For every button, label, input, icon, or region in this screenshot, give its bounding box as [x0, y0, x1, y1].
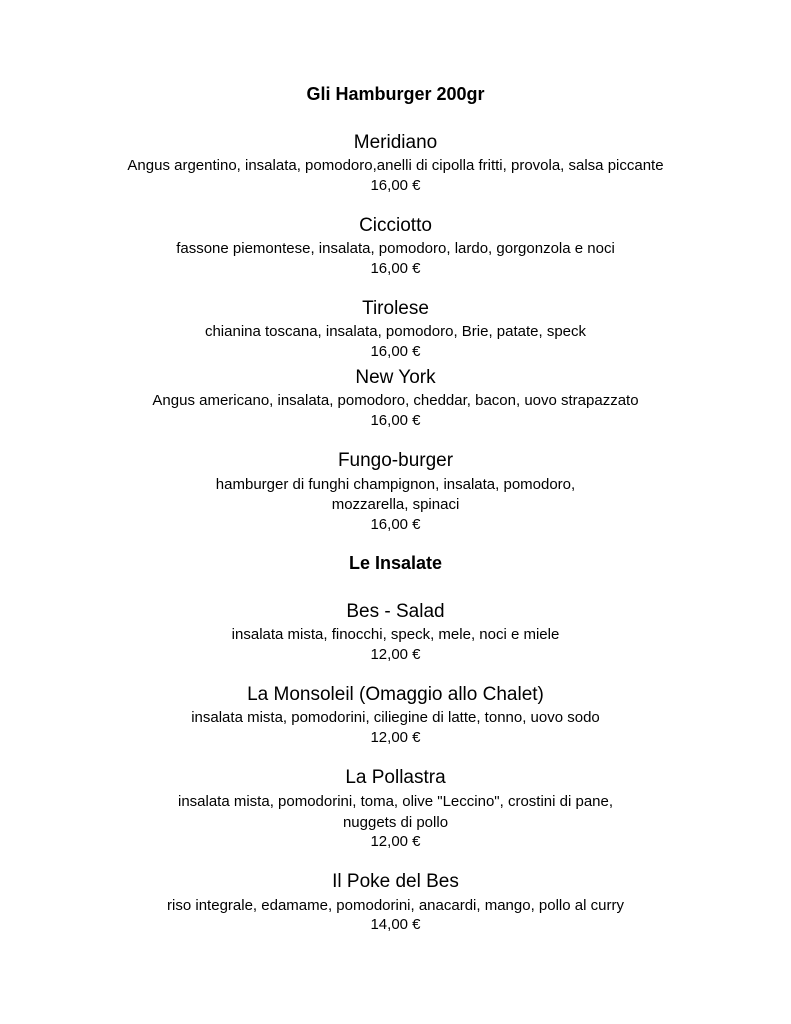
item-name-bes-salad: Bes - Salad	[346, 601, 445, 622]
item-name-la-pollastra: La Pollastra	[345, 767, 446, 788]
item-description-la-pollastra-line-2: nuggets di pollo	[342, 814, 449, 831]
item-price-meridiano: 16,00 €	[370, 177, 421, 194]
item-description-bes-salad: insalata mista, finocchi, speck, mele, noci e miele	[231, 626, 560, 643]
item-description-meridiano: Angus argentino, insalata, pomodoro,anelli di cipolla fritti, provola, salsa piccante	[127, 157, 664, 174]
item-price-cicciotto: 16,00 €	[370, 260, 421, 277]
section-title-insalate: Le Insalate	[348, 553, 443, 573]
item-price-la-monsoleil: 12,00 €	[370, 729, 421, 746]
item-name-la-monsoleil: La Monsoleil (Omaggio allo Chalet)	[247, 684, 544, 705]
item-name-tirolese: Tirolese	[362, 298, 429, 319]
item-description-la-pollastra-line-1: insalata mista, pomodorini, toma, olive "Leccino", crostini di pane,	[177, 793, 614, 810]
item-description-il-poke-del-bes: riso integrale, edamame, pomodorini, anacardi, mango, pollo al curry	[167, 897, 624, 914]
item-price-fungo-burger: 16,00 €	[370, 516, 421, 533]
item-price-tirolese: 16,00 €	[370, 343, 421, 360]
item-price-bes-salad: 12,00 €	[370, 646, 421, 663]
item-name-new-york: New York	[355, 367, 436, 388]
item-name-il-poke-del-bes: Il Poke del Bes	[332, 871, 459, 892]
item-description-fungo-burger-line-2: mozzarella, spinaci	[331, 496, 460, 513]
section-title-hamburger: Gli Hamburger 200gr	[306, 84, 485, 104]
item-name-cicciotto: Cicciotto	[359, 215, 432, 236]
item-name-meridiano: Meridiano	[353, 132, 438, 153]
item-description-fungo-burger-line-1: hamburger di funghi champignon, insalata, pomodoro,	[215, 476, 576, 493]
item-price-il-poke-del-bes: 14,00 €	[370, 916, 421, 933]
item-description-new-york: Angus americano, insalata, pomodoro, cheddar, bacon, uovo strapazzato	[152, 392, 639, 409]
item-name-fungo-burger: Fungo-burger	[337, 450, 454, 471]
item-price-la-pollastra: 12,00 €	[370, 833, 421, 850]
item-description-la-monsoleil: insalata mista, pomodorini, ciliegine di latte, tonno, uovo sodo	[191, 709, 600, 726]
item-price-new-york: 16,00 €	[370, 412, 421, 429]
item-description-tirolese: chianina toscana, insalata, pomodoro, Brie, patate, speck	[204, 323, 587, 340]
item-description-cicciotto: fassone piemontese, insalata, pomodoro, lardo, gorgonzola e noci	[176, 240, 615, 257]
